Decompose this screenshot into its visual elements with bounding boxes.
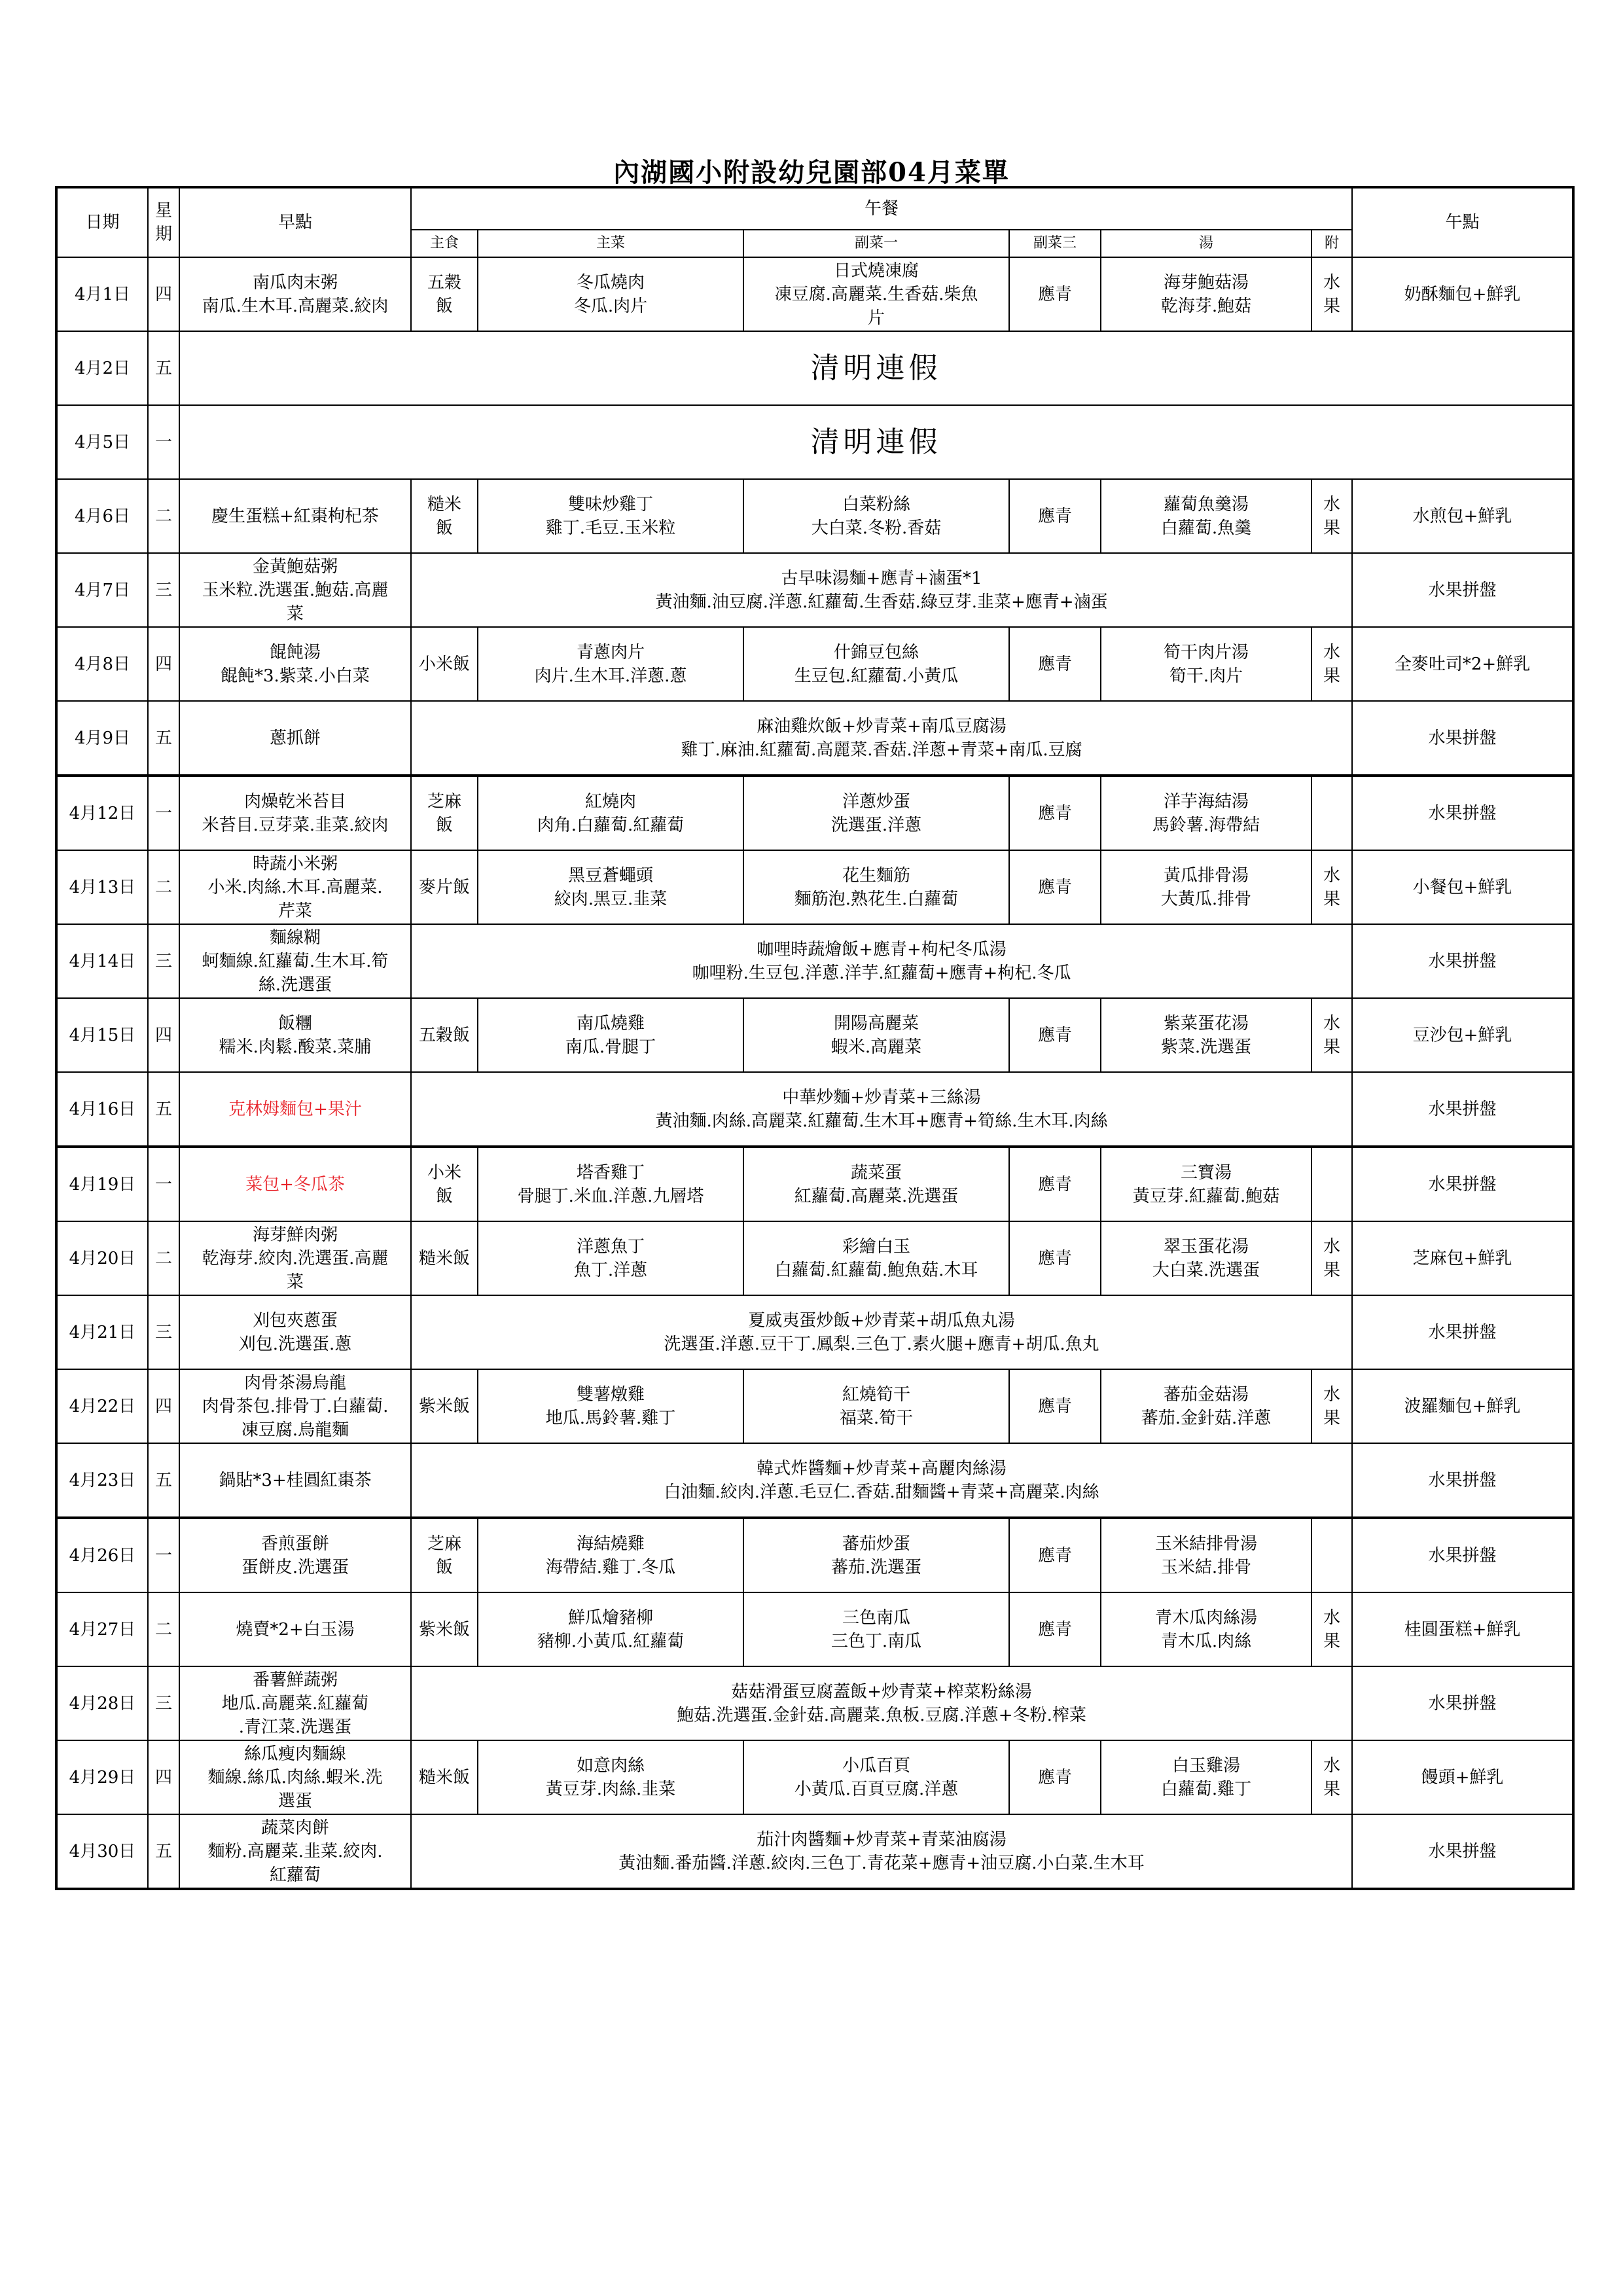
soup-cell: 海芽鮑菇湯 乾海芽.鮑菇: [1101, 257, 1311, 331]
header-snack: 午點: [1352, 187, 1573, 257]
date-cell: 4月6日: [56, 479, 148, 553]
header-soup: 湯: [1101, 230, 1311, 257]
date-cell: 4月8日: [56, 627, 148, 701]
extra-cell: 水 果: [1311, 850, 1352, 924]
main-dish-cell: 雙薯燉雞 地瓜.馬鈴薯.雞丁: [478, 1369, 743, 1443]
lunch-combined-cell: 韓式炸醬麵+炒青菜+高麗肉絲湯 白油麵.絞肉.洋蔥.毛豆仁.香菇.甜麵醬+青菜+高麗菜.肉絲: [411, 1443, 1352, 1518]
snack-cell: 小餐包+鮮乳: [1352, 850, 1573, 924]
side-dish-1-cell: 日式燒凍腐 凍豆腐.高麗菜.生香菇.柴魚 片: [743, 257, 1009, 331]
extra-cell: 水 果: [1311, 998, 1352, 1072]
weekday-cell: 四: [148, 1369, 179, 1443]
table-row: [56, 701, 1573, 776]
breakfast-cell: 克林姆麵包+果汁: [179, 1072, 411, 1147]
side-dish-1-cell: 蕃茄炒蛋 蕃茄.洗選蛋: [743, 1518, 1009, 1592]
date-cell: 4月26日: [56, 1518, 148, 1592]
date-cell: 4月19日: [56, 1147, 148, 1221]
date-cell: 4月22日: [56, 1369, 148, 1443]
snack-cell: 水果拼盤: [1352, 701, 1573, 776]
staple-cell: 糙米飯: [411, 1221, 478, 1295]
date-cell: 4月14日: [56, 924, 148, 998]
breakfast-cell: 餛飩湯 餛飩*3.紫菜.小白菜: [179, 627, 411, 701]
weekday-cell: 三: [148, 924, 179, 998]
weekday-cell: 四: [148, 627, 179, 701]
table-row: [56, 924, 1573, 998]
date-cell: 4月2日: [56, 331, 148, 405]
breakfast-cell: 香煎蛋餅 蛋餅皮.洗選蛋: [179, 1518, 411, 1592]
table-row: [56, 1518, 1573, 1592]
holiday-cell: 清明連假: [179, 331, 1573, 405]
snack-cell: 全麥吐司*2+鮮乳: [1352, 627, 1573, 701]
side-dish-1-cell: 三色南瓜 三色丁.南瓜: [743, 1592, 1009, 1666]
breakfast-cell: 菜包+冬瓜茶: [179, 1147, 411, 1221]
side-dish-1-cell: 彩繪白玉 白蘿蔔.紅蘿蔔.鮑魚菇.木耳: [743, 1221, 1009, 1295]
staple-cell: 小米 飯: [411, 1147, 478, 1221]
side-dish-1-cell: 紅燒筍干 福菜.筍干: [743, 1369, 1009, 1443]
extra-cell: 水 果: [1311, 257, 1352, 331]
page-title: 內湖國小附設幼兒園部04月菜單: [613, 157, 1010, 188]
soup-cell: 蘿蔔魚羹湯 白蘿蔔.魚羹: [1101, 479, 1311, 553]
main-dish-cell: 南瓜燒雞 南瓜.骨腿丁: [478, 998, 743, 1072]
breakfast-cell: 肉骨茶湯烏龍 肉骨茶包.排骨丁.白蘿蔔. 凍豆腐.烏龍麵: [179, 1369, 411, 1443]
side-dish-3-cell: 應青: [1009, 1221, 1101, 1295]
date-cell: 4月7日: [56, 553, 148, 627]
staple-cell: 紫米飯: [411, 1369, 478, 1443]
weekday-cell: 五: [148, 1443, 179, 1518]
extra-cell: 水 果: [1311, 1221, 1352, 1295]
breakfast-cell: 刈包夾蔥蛋 刈包.洗選蛋.蔥: [179, 1295, 411, 1369]
side-dish-3-cell: 應青: [1009, 1369, 1101, 1443]
side-dish-1-cell: 花生麵筋 麵筋泡.熟花生.白蘿蔔: [743, 850, 1009, 924]
header-staple: 主食: [411, 230, 478, 257]
side-dish-3-cell: 應青: [1009, 257, 1101, 331]
date-cell: 4月29日: [56, 1740, 148, 1814]
weekday-cell: 三: [148, 553, 179, 627]
snack-cell: 水果拼盤: [1352, 1814, 1573, 1889]
side-dish-1-cell: 洋蔥炒蛋 洗選蛋.洋蔥: [743, 776, 1009, 850]
table-row: [56, 479, 1573, 553]
table-row: [56, 850, 1573, 924]
weekday-cell: 一: [148, 776, 179, 850]
table-row: [56, 331, 1573, 405]
table-row: [56, 257, 1573, 331]
date-cell: 4月5日: [56, 405, 148, 479]
snack-cell: 波羅麵包+鮮乳: [1352, 1369, 1573, 1443]
main-dish-cell: 紅燒肉 肉角.白蘿蔔.紅蘿蔔: [478, 776, 743, 850]
weekday-cell: 四: [148, 257, 179, 331]
weekday-cell: 三: [148, 1666, 179, 1740]
date-cell: 4月27日: [56, 1592, 148, 1666]
side-dish-3-cell: 應青: [1009, 627, 1101, 701]
breakfast-cell: 南瓜肉末粥 南瓜.生木耳.高麗菜.絞肉: [179, 257, 411, 331]
lunch-combined-cell: 茄汁肉醬麵+炒青菜+青菜油腐湯 黃油麵.番茄醬.洋蔥.絞肉.三色丁.青花菜+應青+油豆腐.小白菜.生木耳: [411, 1814, 1352, 1889]
table-row: [56, 998, 1573, 1072]
weekday-cell: 一: [148, 405, 179, 479]
extra-cell: [1311, 1518, 1352, 1592]
table-row: [56, 1369, 1573, 1443]
snack-cell: 水果拼盤: [1352, 776, 1573, 850]
table-row: [56, 1072, 1573, 1147]
snack-cell: 奶酥麵包+鮮乳: [1352, 257, 1573, 331]
side-dish-3-cell: 應青: [1009, 776, 1101, 850]
extra-cell: [1311, 776, 1352, 850]
weekday-cell: 五: [148, 701, 179, 776]
side-dish-1-cell: 小瓜百頁 小黃瓜.百頁豆腐.洋蔥: [743, 1740, 1009, 1814]
breakfast-cell: 慶生蛋糕+紅棗枸杞茶: [179, 479, 411, 553]
main-dish-cell: 雙味炒雞丁 雞丁.毛豆.玉米粒: [478, 479, 743, 553]
weekday-cell: 五: [148, 331, 179, 405]
date-cell: 4月23日: [56, 1443, 148, 1518]
header-lunch: 午餐: [411, 187, 1352, 230]
date-cell: 4月20日: [56, 1221, 148, 1295]
snack-cell: 饅頭+鮮乳: [1352, 1740, 1573, 1814]
date-cell: 4月1日: [56, 257, 148, 331]
staple-cell: 五穀飯: [411, 998, 478, 1072]
main-dish-cell: 青蔥肉片 肉片.生木耳.洋蔥.蔥: [478, 627, 743, 701]
breakfast-cell: 金黃鮑菇粥 玉米粒.洗選蛋.鮑菇.高麗 菜: [179, 553, 411, 627]
header-breakfast: 早點: [179, 187, 411, 257]
breakfast-cell: 蔬菜肉餅 麵粉.高麗菜.韭菜.絞肉. 紅蘿蔔: [179, 1814, 411, 1889]
soup-cell: 筍干肉片湯 筍干.肉片: [1101, 627, 1311, 701]
header-date: 日期: [56, 187, 148, 257]
extra-cell: 水 果: [1311, 1740, 1352, 1814]
staple-cell: 芝麻 飯: [411, 1518, 478, 1592]
weekday-cell: 二: [148, 479, 179, 553]
lunch-combined-cell: 夏威夷蛋炒飯+炒青菜+胡瓜魚丸湯 洗選蛋.洋蔥.豆干丁.鳳梨.三色丁.素火腿+應青+胡瓜.魚丸: [411, 1295, 1352, 1369]
lunch-combined-cell: 中華炒麵+炒青菜+三絲湯 黃油麵.肉絲.高麗菜.紅蘿蔔.生木耳+應青+筍絲.生木耳.肉絲: [411, 1072, 1352, 1147]
snack-cell: 水果拼盤: [1352, 553, 1573, 627]
side-dish-3-cell: 應青: [1009, 1147, 1101, 1221]
table-row: [56, 1592, 1573, 1666]
weekday-cell: 二: [148, 1592, 179, 1666]
breakfast-cell: 蔥抓餅: [179, 701, 411, 776]
side-dish-1-cell: 開陽高麗菜 蝦米.高麗菜: [743, 998, 1009, 1072]
date-cell: 4月12日: [56, 776, 148, 850]
staple-cell: 小米飯: [411, 627, 478, 701]
date-cell: 4月28日: [56, 1666, 148, 1740]
side-dish-3-cell: 應青: [1009, 1518, 1101, 1592]
main-dish-cell: 塔香雞丁 骨腿丁.米血.洋蔥.九層塔: [478, 1147, 743, 1221]
soup-cell: 蕃茄金菇湯 蕃茄.金針菇.洋蔥: [1101, 1369, 1311, 1443]
staple-cell: 紫米飯: [411, 1592, 478, 1666]
main-dish-cell: 洋蔥魚丁 魚丁.洋蔥: [478, 1221, 743, 1295]
weekday-cell: 四: [148, 1740, 179, 1814]
main-dish-cell: 如意肉絲 黃豆芽.肉絲.韭菜: [478, 1740, 743, 1814]
menu-body: [56, 257, 1573, 1889]
table-row: [56, 1147, 1573, 1221]
header-side1: 副菜一: [743, 230, 1009, 257]
soup-cell: 洋芋海結湯 馬鈴薯.海帶結: [1101, 776, 1311, 850]
soup-cell: 翠玉蛋花湯 大白菜.洗選蛋: [1101, 1221, 1311, 1295]
weekday-cell: 三: [148, 1295, 179, 1369]
date-cell: 4月30日: [56, 1814, 148, 1889]
holiday-cell: 清明連假: [179, 405, 1573, 479]
lunch-combined-cell: 麻油雞炊飯+炒青菜+南瓜豆腐湯 雞丁.麻油.紅蘿蔔.高麗菜.香菇.洋蔥+青菜+南瓜.豆腐: [411, 701, 1352, 776]
breakfast-cell: 燒賣*2+白玉湯: [179, 1592, 411, 1666]
lunch-combined-cell: 古早味湯麵+應青+滷蛋*1 黃油麵.油豆腐.洋蔥.紅蘿蔔.生香菇.綠豆芽.韭菜+應青+滷蛋: [411, 553, 1352, 627]
extra-cell: 水 果: [1311, 1592, 1352, 1666]
table-row: [56, 627, 1573, 701]
date-cell: 4月21日: [56, 1295, 148, 1369]
snack-cell: 水果拼盤: [1352, 1295, 1573, 1369]
snack-cell: 水果拼盤: [1352, 1147, 1573, 1221]
staple-cell: 芝麻 飯: [411, 776, 478, 850]
table-row: [56, 553, 1573, 627]
breakfast-cell: 麵線糊 蚵麵線.紅蘿蔔.生木耳.筍 絲.洗選蛋: [179, 924, 411, 998]
breakfast-cell: 絲瓜瘦肉麵線 麵線.絲瓜.肉絲.蝦米.洗 選蛋: [179, 1740, 411, 1814]
breakfast-cell: 海芽鮮肉粥 乾海芽.絞肉.洗選蛋.高麗 菜: [179, 1221, 411, 1295]
date-cell: 4月9日: [56, 701, 148, 776]
staple-cell: 糙米飯: [411, 1740, 478, 1814]
main-dish-cell: 海結燒雞 海帶結.雞丁.冬瓜: [478, 1518, 743, 1592]
side-dish-3-cell: 應青: [1009, 998, 1101, 1072]
snack-cell: 水果拼盤: [1352, 1518, 1573, 1592]
snack-cell: 芝麻包+鮮乳: [1352, 1221, 1573, 1295]
table-row: [56, 776, 1573, 850]
snack-cell: 水煎包+鮮乳: [1352, 479, 1573, 553]
snack-cell: 水果拼盤: [1352, 1072, 1573, 1147]
extra-cell: 水 果: [1311, 627, 1352, 701]
date-cell: 4月13日: [56, 850, 148, 924]
header-extra: 附: [1311, 230, 1352, 257]
extra-cell: [1311, 1147, 1352, 1221]
breakfast-cell: 時蔬小米粥 小米.肉絲.木耳.高麗菜. 芹菜: [179, 850, 411, 924]
date-cell: 4月16日: [56, 1072, 148, 1147]
weekday-cell: 一: [148, 1147, 179, 1221]
table-row: [56, 405, 1573, 479]
side-dish-3-cell: 應青: [1009, 850, 1101, 924]
side-dish-1-cell: 白菜粉絲 大白菜.冬粉.香菇: [743, 479, 1009, 553]
lunch-combined-cell: 菇菇滑蛋豆腐蓋飯+炒青菜+榨菜粉絲湯 鮑菇.洗選蛋.金針菇.高麗菜.魚板.豆腐.洋蔥+冬粉.榨菜: [411, 1666, 1352, 1740]
header-side3: 副菜三: [1009, 230, 1101, 257]
snack-cell: 桂圓蛋糕+鮮乳: [1352, 1592, 1573, 1666]
breakfast-cell: 鍋貼*3+桂圓紅棗茶: [179, 1443, 411, 1518]
table-row: [56, 1443, 1573, 1518]
table-row: [56, 1295, 1573, 1369]
table-row: [56, 1221, 1573, 1295]
header-main: 主菜: [478, 230, 743, 257]
staple-cell: 五穀 飯: [411, 257, 478, 331]
side-dish-3-cell: 應青: [1009, 479, 1101, 553]
main-dish-cell: 冬瓜燒肉 冬瓜.肉片: [478, 257, 743, 331]
breakfast-cell: 番薯鮮蔬粥 地瓜.高麗菜.紅蘿蔔 .青江菜.洗選蛋: [179, 1666, 411, 1740]
table-row: [56, 1740, 1573, 1814]
header-weekday: 星期: [148, 187, 179, 257]
snack-cell: 水果拼盤: [1352, 924, 1573, 998]
table-row: [56, 1814, 1573, 1889]
soup-cell: 黃瓜排骨湯 大黃瓜.排骨: [1101, 850, 1311, 924]
table-row: [56, 1666, 1573, 1740]
snack-cell: 豆沙包+鮮乳: [1352, 998, 1573, 1072]
side-dish-3-cell: 應青: [1009, 1740, 1101, 1814]
lunch-combined-cell: 咖哩時蔬燴飯+應青+枸杞冬瓜湯 咖哩粉.生豆包.洋蔥.洋芋.紅蘿蔔+應青+枸杞.冬瓜: [411, 924, 1352, 998]
soup-cell: 紫菜蛋花湯 紫菜.洗選蛋: [1101, 998, 1311, 1072]
soup-cell: 白玉雞湯 白蘿蔔.雞丁: [1101, 1740, 1311, 1814]
weekday-cell: 二: [148, 1221, 179, 1295]
soup-cell: 玉米結排骨湯 玉米結.排骨: [1101, 1518, 1311, 1592]
menu-table: [55, 186, 1575, 1890]
side-dish-1-cell: 蔬菜蛋 紅蘿蔔.高麗菜.洗選蛋: [743, 1147, 1009, 1221]
main-dish-cell: 鮮瓜燴豬柳 豬柳.小黃瓜.紅蘿蔔: [478, 1592, 743, 1666]
staple-cell: 麥片飯: [411, 850, 478, 924]
weekday-cell: 四: [148, 998, 179, 1072]
weekday-cell: 五: [148, 1814, 179, 1889]
weekday-cell: 五: [148, 1072, 179, 1147]
staple-cell: 糙米 飯: [411, 479, 478, 553]
weekday-cell: 二: [148, 850, 179, 924]
breakfast-cell: 肉燥乾米苔目 米苔目.豆芽菜.韭菜.絞肉: [179, 776, 411, 850]
extra-cell: 水 果: [1311, 1369, 1352, 1443]
snack-cell: 水果拼盤: [1352, 1443, 1573, 1518]
soup-cell: 三寶湯 黃豆芽.紅蘿蔔.鮑菇: [1101, 1147, 1311, 1221]
weekday-cell: 一: [148, 1518, 179, 1592]
extra-cell: 水 果: [1311, 479, 1352, 553]
breakfast-cell: 飯糰 糯米.肉鬆.酸菜.菜脯: [179, 998, 411, 1072]
main-dish-cell: 黑豆蒼蠅頭 絞肉.黑豆.韭菜: [478, 850, 743, 924]
date-cell: 4月15日: [56, 998, 148, 1072]
side-dish-3-cell: 應青: [1009, 1592, 1101, 1666]
soup-cell: 青木瓜肉絲湯 青木瓜.肉絲: [1101, 1592, 1311, 1666]
snack-cell: 水果拼盤: [1352, 1666, 1573, 1740]
side-dish-1-cell: 什錦豆包絲 生豆包.紅蘿蔔.小黃瓜: [743, 627, 1009, 701]
